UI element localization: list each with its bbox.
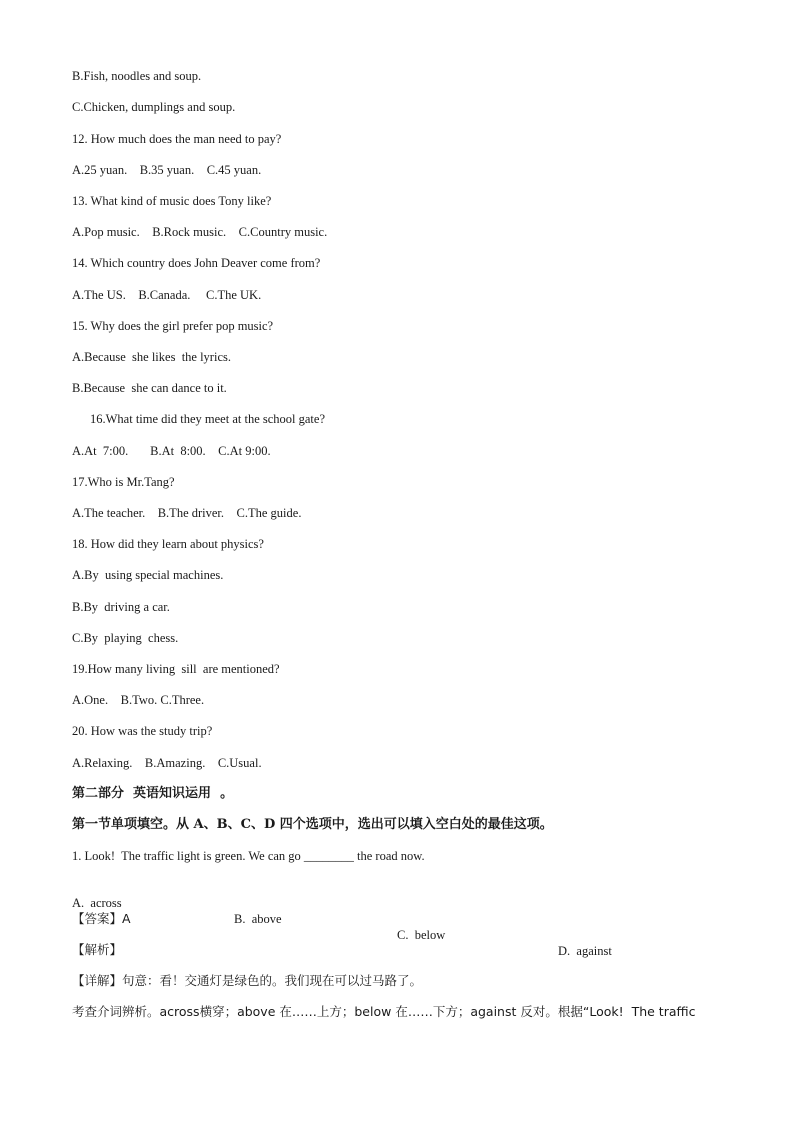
options-12: A.25 yuan. B.35 yuan. C.45 yuan. <box>72 163 262 177</box>
options-1 <box>0 879 794 975</box>
explanation-line: 考查介词辨析。across横穿；above 在……上方；below 在……下方；against 反对。根据“Look! The traffic <box>72 1004 696 1019</box>
options-13: A.Pop music. B.Rock music. C.Country music. <box>72 225 328 239</box>
options-20: A.Relaxing. B.Amazing. C.Usual. <box>72 756 262 770</box>
detail-line: 【详解】句意：看！交通灯是绿色的。我们现在可以过马路了。 <box>72 973 423 988</box>
option-d: D. against <box>558 944 612 958</box>
option-18b: B.By driving a car. <box>72 600 170 614</box>
question-18: 18. How did they learn about physics? <box>72 537 264 551</box>
section-part-heading: 第二部分 英语知识运用 。 <box>72 786 234 801</box>
answer-line: 【答案】A <box>72 911 131 926</box>
option-a: A. across <box>72 896 122 910</box>
options-19: A.One. B.Two. C.Three. <box>72 693 205 707</box>
section-sub-heading: 第一节单项填空。从 A、B、C、D 四个选项中，选出可以填入空白处的最佳这项。 <box>72 817 553 832</box>
options-17: A.The teacher. B.The driver. C.The guide. <box>72 506 302 520</box>
options-14: A.The US. B.Canada. C.The UK. <box>72 288 262 302</box>
option-18a: A.By using special machines. <box>72 568 224 582</box>
options-16: A.At 7:00. B.At 8:00. C.At 9:00. <box>72 444 271 458</box>
question-17: 17.Who is Mr.Tang? <box>72 475 175 489</box>
option-c: C. below <box>397 928 446 942</box>
question-13: 13. What kind of music does Tony like? <box>72 194 272 208</box>
analysis-label: 【解析】 <box>72 942 123 957</box>
question-14: 14. Which country does John Deaver come from? <box>72 256 321 270</box>
text-line: B.Fish, noodles and soup. <box>72 69 202 83</box>
question-1: 1. Look! The traffic light is green. We can go ________ the road now. <box>72 849 425 863</box>
question-12: 12. How much does the man need to pay? <box>72 132 282 146</box>
question-19: 19.How many living sill are mentioned? <box>72 662 280 676</box>
option-b: B. above <box>234 912 282 926</box>
question-16: 16.What time did they meet at the school gate? <box>90 412 325 426</box>
question-20: 20. How was the study trip? <box>72 724 213 738</box>
option-18c: C.By playing chess. <box>72 631 179 645</box>
text-line: C.Chicken, dumplings and soup. <box>72 100 236 114</box>
option-15b: B.Because she can dance to it. <box>72 381 227 395</box>
question-15: 15. Why does the girl prefer pop music? <box>72 319 274 333</box>
option-15a: A.Because she likes the lyrics. <box>72 350 231 364</box>
